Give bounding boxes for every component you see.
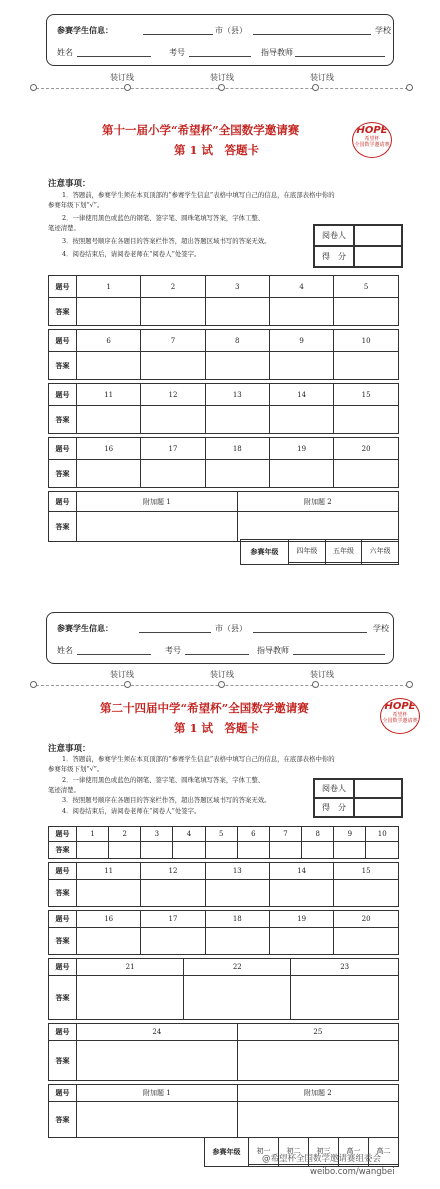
name-line[interactable] [77,654,151,655]
question-number: 11 [77,863,141,880]
notice-line: 4．阅卷结束后，请阅卷老师在“阅卷人”处签字。 [62,807,201,815]
question-number: 4 [173,827,205,842]
answer-cell[interactable] [334,460,399,488]
answer-header: 答案 [49,976,77,1020]
card2-subtitle: 第 1 试 答题卡 [174,721,260,735]
question-number: 5 [334,276,399,298]
answer-cell[interactable] [141,406,205,434]
question-number: 24 [77,1024,238,1041]
question-number: 17 [141,911,205,928]
question-number: 2 [141,276,205,298]
question-number: 8 [302,827,334,842]
answer-header: 答案 [49,1041,77,1081]
answer-header: 答案 [49,880,77,907]
question-number: 9 [334,827,366,842]
question-number: 18 [205,438,269,460]
answer-cell[interactable] [77,512,238,542]
question-number: 16 [77,911,141,928]
school-label: 学校 [375,26,391,35]
school-label: 学校 [373,624,389,633]
answer-cell[interactable] [205,880,269,907]
answer-header: 答案 [49,928,77,955]
teacher-label: 指导教师 [261,48,293,57]
student-info-label: 参赛学生信息： [57,623,113,633]
grade-option: 六年级 [362,540,399,563]
grade-option: 高一 [339,1138,369,1165]
question-number: 15 [334,863,399,880]
answer-table-2 [48,826,399,1138]
notice-line: 参赛年级下划“√”。 [48,201,104,209]
grade-check-cell[interactable] [249,1164,279,1166]
answer-cell[interactable] [141,880,205,907]
question-number-header: 题号 [49,276,77,298]
number-label: 考号 [169,48,185,57]
notice-line: 3．按照题号顺序在各题目的答案栏作答，超出答题区域书写的答案无效。 [62,237,271,245]
answer-cell[interactable] [237,512,398,542]
school-line[interactable] [253,632,367,633]
answer-cell[interactable] [77,1041,238,1081]
question-number: 10 [366,827,399,842]
notice-line: 1．答题前，参赛学生须在本页顶部的“参赛学生信息”表格中填写自己的信息，在底部表格中你的 [62,191,335,199]
question-number: 19 [269,911,333,928]
grade-label: 参赛年级 [241,540,289,565]
score-label: 得 分 [314,798,354,817]
question-number-header: 题号 [49,1024,77,1041]
grade-option: 初三 [309,1138,339,1165]
question-number-header: 题号 [49,1085,77,1102]
answer-cell[interactable] [269,928,333,955]
number-line[interactable] [189,56,251,57]
answer-header: 答案 [49,460,77,488]
question-number: 12 [141,384,205,406]
score-cell[interactable] [354,798,402,817]
answer-cell[interactable] [205,298,269,326]
card1-subtitle: 第 1 试 答题卡 [174,143,260,157]
answer-cell[interactable] [334,842,366,859]
question-number: 9 [269,330,333,352]
question-number: 14 [269,384,333,406]
question-number: 17 [141,438,205,460]
name-label: 姓名 [57,646,73,655]
grade-check-cell[interactable] [289,562,326,564]
grade-option: 初二 [279,1138,309,1165]
answer-cell[interactable] [141,460,205,488]
grade-check-cell[interactable] [362,562,399,564]
city-label: 市（县） [215,624,247,633]
answer-cell[interactable] [77,1102,238,1138]
answer-cell[interactable] [77,842,109,859]
question-number: 3 [205,276,269,298]
notice-line: 2．一律使用黑色或蓝色的钢笔、签字笔、圆珠笔填写答案，字体工整、 [62,214,265,222]
answer-table-1 [48,275,399,542]
question-number: 附加题 2 [237,492,398,512]
question-number: 附加题 2 [237,1085,398,1102]
grade-option: 五年级 [325,540,362,563]
answer-cell[interactable] [205,928,269,955]
question-number: 2 [109,827,141,842]
question-number-header: 题号 [49,863,77,880]
question-number: 1 [77,276,141,298]
question-number: 附加题 1 [77,492,238,512]
answer-cell[interactable] [141,842,173,859]
notice-title: 注意事项： [48,744,91,754]
city-line[interactable] [143,34,213,35]
city-line[interactable] [139,632,211,633]
question-number: 7 [269,827,301,842]
score-cell[interactable] [354,246,402,267]
number-label: 考号 [165,646,181,655]
question-number: 3 [141,827,173,842]
question-number-header: 题号 [49,827,77,842]
answer-cell[interactable] [366,842,399,859]
binding-line-1 [30,83,414,93]
notice-line: 3．按照题号顺序在各题目的答案栏作答，超出答题区域书写的答案无效。 [62,796,271,804]
question-number: 16 [77,438,141,460]
question-number-header: 题号 [49,911,77,928]
card2-title: 第二十四届中学“希望杯”全国数学邀请赛 [100,701,309,715]
answer-cell[interactable] [269,460,333,488]
question-number: 18 [205,911,269,928]
answer-cell[interactable] [269,880,333,907]
question-number: 20 [334,438,399,460]
grade-option: 四年级 [289,540,326,563]
question-number: 23 [291,959,399,976]
question-number: 6 [77,330,141,352]
notice-line: 2．一律使用黑色或蓝色的钢笔、签字笔、圆珠笔填写答案，字体工整、 [62,776,265,784]
binding-label: 装订线 [310,73,334,82]
student-info-box-2 [46,612,394,664]
question-number: 10 [334,330,399,352]
name-label: 姓名 [57,48,73,57]
question-number: 22 [184,959,291,976]
question-number-header: 题号 [49,330,77,352]
question-number: 21 [77,959,184,976]
answer-cell[interactable] [269,298,333,326]
hope-logo: HOPE 希望杯 全国数学邀请赛 [352,122,392,158]
binding-label: 装订线 [310,670,334,679]
question-number-header: 题号 [49,438,77,460]
answer-cell[interactable] [141,928,205,955]
answer-cell[interactable] [291,976,399,1020]
card1-title: 第十一届小学“希望杯”全国数学邀请赛 [102,123,300,137]
answer-cell[interactable] [77,976,184,1020]
answer-cell[interactable] [77,406,141,434]
answer-header: 答案 [49,406,77,434]
reviewer-label: 阅卷人 [314,225,354,246]
answer-header: 答案 [49,512,77,542]
answer-cell[interactable] [237,842,269,859]
question-number: 20 [334,911,399,928]
binding-label: 装订线 [210,670,234,679]
notice-line: 笔迹清楚。 [48,224,80,232]
answer-cell[interactable] [269,352,333,380]
answer-cell[interactable] [77,298,141,326]
notice-title: 注意事项： [48,179,91,189]
question-number: 13 [205,384,269,406]
answer-header: 答案 [49,842,77,859]
reviewer-cell[interactable] [354,779,402,798]
answer-cell[interactable] [173,842,205,859]
answer-cell[interactable] [334,406,399,434]
answer-header: 答案 [49,352,77,380]
hope-logo: HOPE 希望杯 全国数学邀请赛 [380,698,420,734]
question-number: 7 [141,330,205,352]
answer-header: 答案 [49,1102,77,1138]
answer-cell[interactable] [302,842,334,859]
notice-line: 笔迹清楚。 [48,786,80,794]
grade-option: 高二 [369,1138,399,1165]
name-line[interactable] [77,56,151,57]
answer-cell[interactable] [109,842,141,859]
student-info-label: 参赛学生信息： [57,25,113,35]
answer-cell[interactable] [141,298,205,326]
question-number: 8 [205,330,269,352]
question-number-header: 题号 [49,492,77,512]
answer-cell[interactable] [334,928,399,955]
reviewer-cell[interactable] [354,225,402,246]
notice-line: 参赛年级下划“√”。 [48,765,104,773]
question-number: 4 [269,276,333,298]
answer-cell[interactable] [334,298,399,326]
city-label: 市（县） [215,26,247,35]
binding-label: 装订线 [110,73,134,82]
student-info-box-1 [46,14,394,66]
answer-cell[interactable] [205,352,269,380]
grade-label: 参赛年级 [205,1138,249,1167]
answer-cell[interactable] [334,352,399,380]
reviewer-label: 阅卷人 [314,779,354,798]
question-number: 6 [237,827,269,842]
question-number: 5 [205,827,237,842]
weibo-watermark: @希望杯全国数学邀请赛组委会 [262,1154,382,1164]
binding-line-2 [30,680,414,690]
notice-line: 1．答题前，参赛学生须在本页顶部的“参赛学生信息”表格中填写自己的信息，在底部表格中你的 [62,755,335,763]
answer-cell[interactable] [77,352,141,380]
grade-table-1 [240,539,399,565]
answer-cell[interactable] [77,928,141,955]
question-number: 12 [141,863,205,880]
answer-cell[interactable] [141,352,205,380]
weibo-url: weibo.com/wangbei [310,1167,395,1177]
answer-cell[interactable] [334,880,399,907]
question-number-header: 题号 [49,959,77,976]
answer-cell[interactable] [237,1102,398,1138]
binding-label: 装订线 [110,670,134,679]
answer-cell[interactable] [269,842,301,859]
answer-cell[interactable] [269,406,333,434]
answer-cell[interactable] [184,976,291,1020]
grader-box [313,224,403,268]
teacher-line[interactable] [293,654,385,655]
answer-cell[interactable] [205,460,269,488]
answer-cell[interactable] [205,406,269,434]
question-number: 15 [334,384,399,406]
score-label: 得 分 [314,246,354,267]
question-number: 1 [77,827,109,842]
answer-cell[interactable] [237,1041,398,1081]
question-number: 13 [205,863,269,880]
grade-check-cell[interactable] [325,562,362,564]
answer-cell[interactable] [205,842,237,859]
teacher-line[interactable] [295,56,385,57]
teacher-label: 指导教师 [257,646,289,655]
notice-line: 4．阅卷结束后，请阅卷老师在“阅卷人”处签字。 [62,250,201,258]
grade-option: 初一 [249,1138,279,1165]
school-line[interactable] [253,34,371,35]
number-line[interactable] [185,654,249,655]
binding-label: 装订线 [210,73,234,82]
question-number: 14 [269,863,333,880]
answer-cell[interactable] [77,460,141,488]
question-number: 19 [269,438,333,460]
grader-box [313,778,403,818]
answer-header: 答案 [49,298,77,326]
question-number: 11 [77,384,141,406]
grade-check-cell[interactable] [279,1164,309,1166]
answer-cell[interactable] [77,880,141,907]
question-number: 25 [237,1024,398,1041]
question-number-header: 题号 [49,384,77,406]
question-number: 附加题 1 [77,1085,238,1102]
